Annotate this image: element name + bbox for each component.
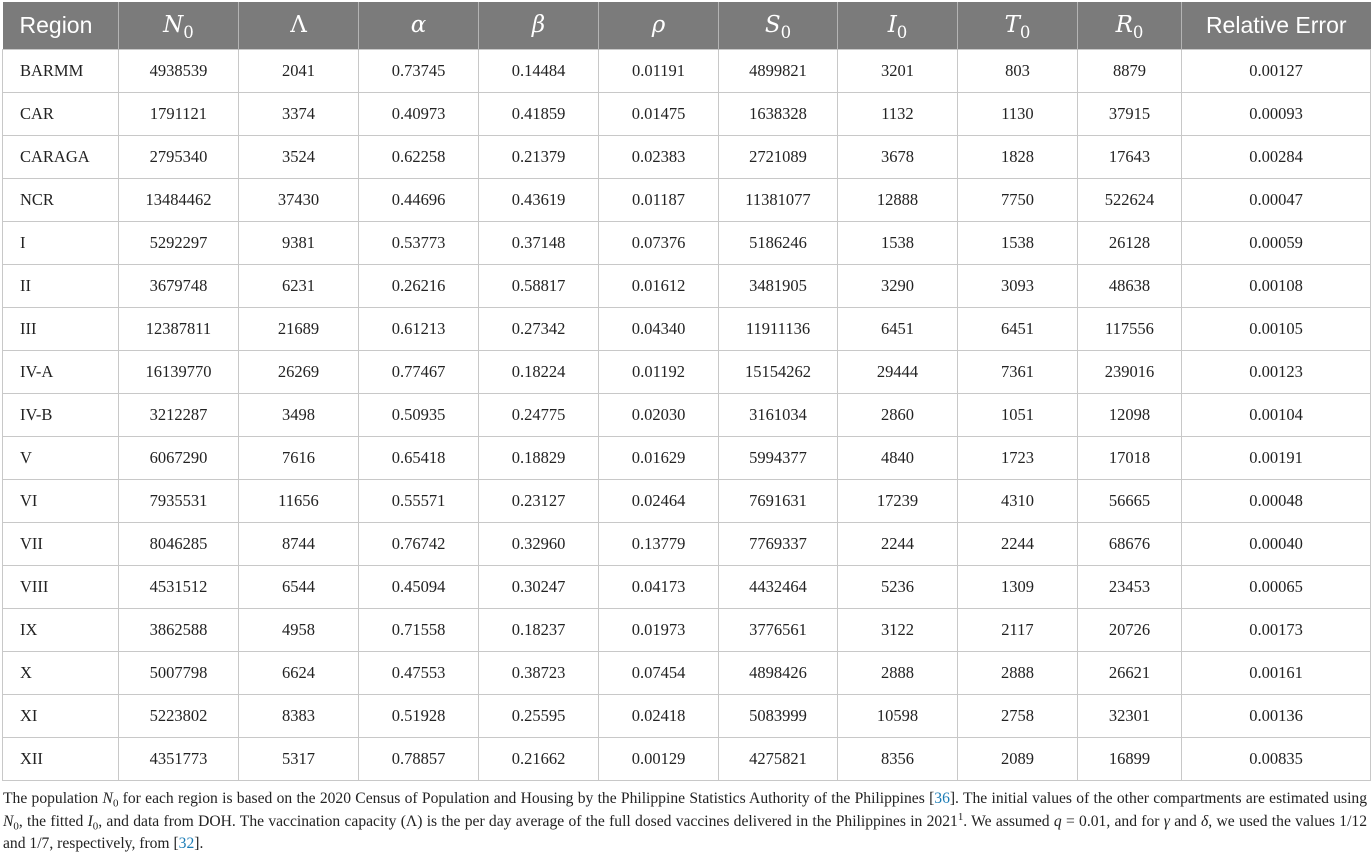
value-cell: 0.00104 [1182,393,1371,436]
value-cell: 6544 [239,565,359,608]
header-t0-subscript: 0 [1019,23,1031,43]
value-cell: 4351773 [119,737,239,780]
value-cell: 3122 [838,608,958,651]
region-cell: NCR [3,178,119,221]
footnote-text: , we used the values 1/12 and 1/7, respectively, from [ [3,812,1368,852]
header-s0-subscript: 0 [780,23,792,43]
value-cell: 16899 [1078,737,1182,780]
table-footnote [3,788,1367,856]
value-cell: 26621 [1078,651,1182,694]
value-cell: 0.38723 [479,651,599,694]
table-row [3,393,1371,436]
value-cell: 0.71558 [359,608,479,651]
value-cell: 13484462 [119,178,239,221]
table-row [3,694,1371,737]
value-cell: 2795340 [119,135,239,178]
footnote-text: . We assumed [963,812,1054,830]
value-cell: 3374 [239,92,359,135]
value-cell: 8356 [838,737,958,780]
value-cell: 8879 [1078,49,1182,92]
value-cell: 4938539 [119,49,239,92]
value-cell: 0.00284 [1182,135,1371,178]
value-cell: 56665 [1078,479,1182,522]
value-cell: 0.21662 [479,737,599,780]
region-cell: CARAGA [3,135,119,178]
value-cell: 6067290 [119,436,239,479]
value-cell: 0.76742 [359,522,479,565]
value-cell: 803 [958,49,1078,92]
value-cell: 0.73745 [359,49,479,92]
value-cell: 12888 [838,178,958,221]
value-cell: 20726 [1078,608,1182,651]
table-row [3,49,1371,92]
header-n0 [119,2,239,49]
header-n0-subscript: 0 [183,23,194,43]
value-cell: 0.02030 [599,393,719,436]
value-cell: 8744 [239,522,359,565]
value-cell: 4275821 [719,737,838,780]
footnote-delta-symbol: δ [1201,812,1209,830]
value-cell: 0.01973 [599,608,719,651]
value-cell: 522624 [1078,178,1182,221]
footnote-text: , the fitted [18,812,88,830]
value-cell: 0.00048 [1182,479,1371,522]
value-cell: 1791121 [119,92,239,135]
value-cell: 3481905 [719,264,838,307]
value-cell: 2721089 [719,135,838,178]
value-cell: 37430 [239,178,359,221]
value-cell: 5007798 [119,651,239,694]
value-cell: 2244 [958,522,1078,565]
value-cell: 0.37148 [479,221,599,264]
value-cell: 0.43619 [479,178,599,221]
value-cell: 4898426 [719,651,838,694]
value-cell: 23453 [1078,565,1182,608]
value-cell: 7691631 [719,479,838,522]
value-cell: 26128 [1078,221,1182,264]
value-cell: 21689 [239,307,359,350]
value-cell: 0.00108 [1182,264,1371,307]
region-cell: V [3,436,119,479]
value-cell: 0.01187 [599,178,719,221]
header-relative-error: Relative Error [1182,2,1371,49]
value-cell: 3678 [838,135,958,178]
header-i0-subscript: 0 [896,23,908,43]
value-cell: 4531512 [119,565,239,608]
value-cell: 11911136 [719,307,838,350]
value-cell: 2089 [958,737,1078,780]
value-cell: 3862588 [119,608,239,651]
value-cell: 0.00129 [599,737,719,780]
value-cell: 4958 [239,608,359,651]
value-cell: 0.00835 [1182,737,1371,780]
value-cell: 10598 [838,694,958,737]
value-cell: 2888 [838,651,958,694]
header-r0-subscript: 0 [1132,23,1144,43]
table-row [3,221,1371,264]
value-cell: 4432464 [719,565,838,608]
value-cell: 0.61213 [359,307,479,350]
value-cell: 0.00127 [1182,49,1371,92]
value-cell: 3679748 [119,264,239,307]
value-cell: 3201 [838,49,958,92]
footnote-text: for each region is based on the 2020 Census of Population and Housing by the Philippine Statistics Authority of the Philippines [ [118,790,935,807]
value-cell: 0.78857 [359,737,479,780]
value-cell: 2888 [958,651,1078,694]
region-cell: VI [3,479,119,522]
value-cell: 0.00173 [1182,608,1371,651]
value-cell: 0.65418 [359,436,479,479]
header-beta: β [479,2,599,49]
value-cell: 0.04340 [599,307,719,350]
header-row [3,2,1371,49]
value-cell: 0.00136 [1182,694,1371,737]
value-cell: 7750 [958,178,1078,221]
value-cell: 0.45094 [359,565,479,608]
footnote-n-subscript: 0 [13,819,19,832]
value-cell: 12098 [1078,393,1182,436]
value-cell: 6624 [239,651,359,694]
header-i0-symbol: I [887,12,897,39]
header-lambda: Λ [239,2,359,49]
value-cell: 1538 [838,221,958,264]
footnote-n-symbol: N [3,812,14,830]
footnote-text: The population [3,790,103,807]
value-cell: 0.26216 [359,264,479,307]
table-body [3,49,1371,780]
value-cell: 2041 [239,49,359,92]
value-cell: 11381077 [719,178,838,221]
value-cell: 0.01629 [599,436,719,479]
region-cell: VIII [3,565,119,608]
value-cell: 1132 [838,92,958,135]
region-cell: IV-B [3,393,119,436]
value-cell: 2860 [838,393,958,436]
value-cell: 0.40973 [359,92,479,135]
value-cell: 0.18224 [479,350,599,393]
table-row [3,565,1371,608]
value-cell: 32301 [1078,694,1182,737]
value-cell: 5083999 [719,694,838,737]
value-cell: 0.04173 [599,565,719,608]
value-cell: 5292297 [119,221,239,264]
value-cell: 3290 [838,264,958,307]
value-cell: 0.02464 [599,479,719,522]
footnote-text: , and data from DOH. The vaccination capacity (Λ) is the per day average of the full dosed vaccines delivered in the Philippines in 2021 [98,812,958,830]
value-cell: 3524 [239,135,359,178]
value-cell: 7361 [958,350,1078,393]
header-s0-symbol: S [764,12,781,39]
region-cell: X [3,651,119,694]
region-cell: IV-A [3,350,119,393]
value-cell: 1723 [958,436,1078,479]
table-row [3,135,1371,178]
value-cell: 0.00123 [1182,350,1371,393]
value-cell: 0.00105 [1182,307,1371,350]
table-row [3,178,1371,221]
value-cell: 68676 [1078,522,1182,565]
value-cell: 2117 [958,608,1078,651]
value-cell: 0.55571 [359,479,479,522]
value-cell: 0.25595 [479,694,599,737]
table-container [2,2,1370,781]
value-cell: 1051 [958,393,1078,436]
value-cell: 0.18237 [479,608,599,651]
table-header [3,2,1371,49]
region-cell: III [3,307,119,350]
footnote-text: ]. The initial values of the other compartments are estimated using [949,790,1367,807]
value-cell: 0.23127 [479,479,599,522]
parameters-table [2,2,1371,781]
value-cell: 2758 [958,694,1078,737]
value-cell: 0.51928 [359,694,479,737]
region-cell: II [3,264,119,307]
value-cell: 2244 [838,522,958,565]
value-cell: 0.14484 [479,49,599,92]
value-cell: 0.02383 [599,135,719,178]
table-row [3,92,1371,135]
footnote-n-subscript: 0 [112,797,119,810]
value-cell: 0.77467 [359,350,479,393]
footnote-text: = 0.01, and for [1061,812,1164,830]
value-cell: 5186246 [719,221,838,264]
value-cell: 0.07454 [599,651,719,694]
value-cell: 8046285 [119,522,239,565]
header-i0 [838,2,958,49]
value-cell: 0.41859 [479,92,599,135]
value-cell: 3212287 [119,393,239,436]
value-cell: 0.21379 [479,135,599,178]
value-cell: 0.62258 [359,135,479,178]
region-cell: XII [3,737,119,780]
region-cell: CAR [3,92,119,135]
value-cell: 0.47553 [359,651,479,694]
region-cell: IX [3,608,119,651]
footnote-gamma-symbol: γ [1163,812,1170,830]
value-cell: 0.00093 [1182,92,1371,135]
region-cell: VII [3,522,119,565]
footnote-n-symbol: N [102,790,113,807]
value-cell: 1828 [958,135,1078,178]
value-cell: 0.32960 [479,522,599,565]
table-row [3,436,1371,479]
value-cell: 0.53773 [359,221,479,264]
header-n0-symbol: N [163,12,184,39]
region-cell: XI [3,694,119,737]
region-cell: I [3,221,119,264]
value-cell: 9381 [239,221,359,264]
value-cell: 0.50935 [359,393,479,436]
value-cell: 16139770 [119,350,239,393]
value-cell: 4310 [958,479,1078,522]
value-cell: 0.02418 [599,694,719,737]
footnote-q-symbol: q [1053,812,1062,830]
footnote-i-subscript: 0 [92,819,99,832]
value-cell: 48638 [1078,264,1182,307]
table-row [3,307,1371,350]
region-cell: BARMM [3,49,119,92]
value-cell: 17018 [1078,436,1182,479]
header-alpha: α [359,2,479,49]
header-rho: ρ [599,2,719,49]
value-cell: 37915 [1078,92,1182,135]
value-cell: 0.00191 [1182,436,1371,479]
value-cell: 0.18829 [479,436,599,479]
value-cell: 7935531 [119,479,239,522]
value-cell: 3093 [958,264,1078,307]
value-cell: 1309 [958,565,1078,608]
value-cell: 15154262 [719,350,838,393]
footnote-i-symbol: I [87,812,93,830]
value-cell: 0.00065 [1182,565,1371,608]
value-cell: 12387811 [119,307,239,350]
value-cell: 17643 [1078,135,1182,178]
value-cell: 0.24775 [479,393,599,436]
value-cell: 7769337 [719,522,838,565]
footnote-text: and [1169,812,1202,830]
value-cell: 7616 [239,436,359,479]
reference-link-32[interactable]: 32 [178,835,195,852]
header-s0 [719,2,838,49]
value-cell: 0.00040 [1182,522,1371,565]
value-cell: 29444 [838,350,958,393]
value-cell: 0.30247 [479,565,599,608]
value-cell: 0.01612 [599,264,719,307]
value-cell: 1538 [958,221,1078,264]
value-cell: 11656 [239,479,359,522]
value-cell: 3776561 [719,608,838,651]
value-cell: 8383 [239,694,359,737]
value-cell: 0.01191 [599,49,719,92]
value-cell: 6231 [239,264,359,307]
table-row [3,608,1371,651]
value-cell: 0.00047 [1182,178,1371,221]
value-cell: 4840 [838,436,958,479]
table-row [3,737,1371,780]
value-cell: 5994377 [719,436,838,479]
value-cell: 3498 [239,393,359,436]
header-r0-symbol: R [1115,12,1133,39]
value-cell: 1638328 [719,92,838,135]
value-cell: 4899821 [719,49,838,92]
value-cell: 0.07376 [599,221,719,264]
table-row [3,350,1371,393]
value-cell: 0.44696 [359,178,479,221]
value-cell: 0.01475 [599,92,719,135]
footnote-text: ]. [194,835,204,852]
value-cell: 0.13779 [599,522,719,565]
value-cell: 6451 [838,307,958,350]
header-t0 [958,2,1078,49]
value-cell: 6451 [958,307,1078,350]
value-cell: 5317 [239,737,359,780]
value-cell: 0.00161 [1182,651,1371,694]
value-cell: 1130 [958,92,1078,135]
value-cell: 0.01192 [599,350,719,393]
value-cell: 5223802 [119,694,239,737]
value-cell: 0.58817 [479,264,599,307]
table-row [3,522,1371,565]
value-cell: 3161034 [719,393,838,436]
header-r0 [1078,2,1182,49]
header-t0-symbol: T [1004,12,1020,39]
value-cell: 117556 [1078,307,1182,350]
table-row [3,264,1371,307]
value-cell: 5236 [838,565,958,608]
reference-link-36[interactable]: 36 [934,790,950,807]
value-cell: 0.00059 [1182,221,1371,264]
table-row [3,479,1371,522]
value-cell: 26269 [239,350,359,393]
header-region: Region [19,11,93,38]
table-row [3,651,1371,694]
value-cell: 0.27342 [479,307,599,350]
footnote-superscript: 1 [957,810,964,823]
value-cell: 239016 [1078,350,1182,393]
value-cell: 17239 [838,479,958,522]
